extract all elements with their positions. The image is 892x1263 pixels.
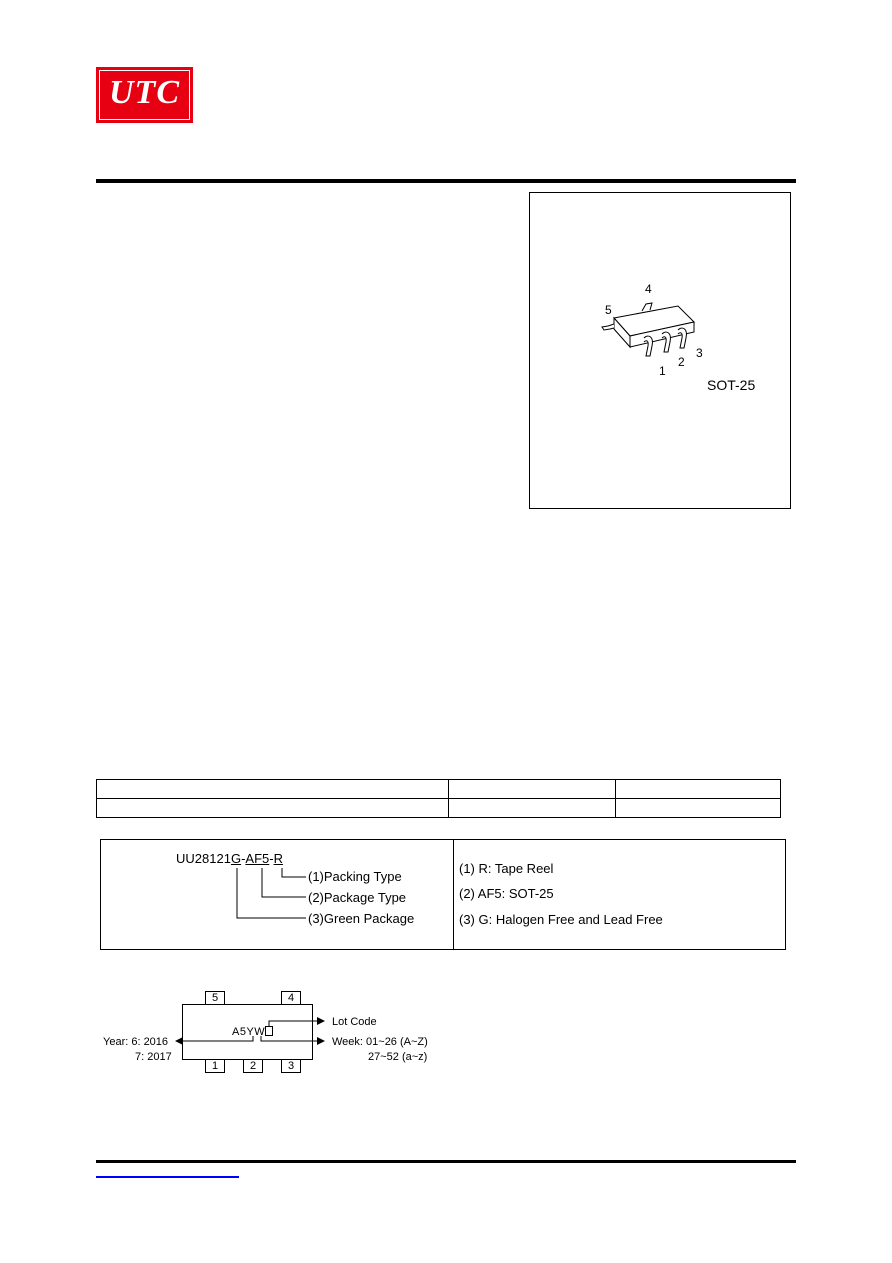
year-label-line1: Year: 6: 2016	[103, 1036, 169, 1048]
pin-label-3: 3	[696, 346, 703, 360]
table-row	[97, 780, 781, 799]
part-number-separator: -	[269, 851, 274, 866]
lot-code-label: Lot Code	[332, 1016, 377, 1028]
callout-packing-type: (1)Packing Type	[308, 869, 402, 884]
table-cell	[616, 780, 781, 799]
week-label-line2: 27~52 (a~z)	[368, 1051, 428, 1063]
legend-package: (2) AF5: SOT-25	[459, 886, 554, 901]
callout-green-package: (3)Green Package	[308, 911, 415, 926]
callout-package-type: (2)Package Type	[308, 890, 407, 905]
marking-pin-4: 4	[281, 991, 301, 1005]
footer-website-link[interactable]	[96, 1176, 239, 1178]
header-rule	[96, 179, 796, 183]
part-number-packing-code: R	[273, 851, 283, 866]
legend-green: (3) G: Halogen Free and Lead Free	[459, 912, 663, 927]
part-number-package-code: AF5	[245, 851, 270, 866]
table-cell	[616, 799, 781, 818]
week-label-line1: Week: 01~26 (A~Z)	[332, 1036, 428, 1048]
sot25-package-drawing	[598, 280, 718, 380]
year-label-line2: 7: 2017	[135, 1051, 172, 1063]
marking-pin-2: 2	[243, 1059, 263, 1073]
table-row	[97, 799, 781, 818]
utc-logo	[96, 67, 193, 123]
marking-code: A5YW	[232, 1026, 266, 1038]
part-number-prefix: UU28121	[176, 851, 231, 866]
legend-packing: (1) R: Tape Reel	[459, 861, 554, 876]
table-cell	[97, 780, 449, 799]
package-name: SOT-25	[707, 377, 756, 393]
footer-rule	[96, 1160, 796, 1163]
part-number-separator: -	[241, 851, 246, 866]
marking-arrows	[175, 1014, 335, 1050]
table-cell	[97, 799, 449, 818]
ordering-info-table	[96, 779, 781, 818]
part-number	[176, 851, 283, 866]
pin-label-1: 1	[659, 364, 666, 378]
marking-pin-5: 5	[205, 991, 225, 1005]
pin-label-4: 4	[645, 282, 652, 296]
marking-pin-3: 3	[281, 1059, 301, 1073]
logo-text: UTC	[109, 74, 180, 111]
pin-label-5: 5	[605, 303, 612, 317]
table-cell	[449, 780, 616, 799]
part-number-callout-lines	[230, 866, 310, 926]
part-number-green-code: G	[230, 851, 242, 866]
decoder-divider	[453, 839, 454, 950]
table-cell	[449, 799, 616, 818]
pin-label-2: 2	[678, 355, 685, 369]
marking-pin-1: 1	[205, 1059, 225, 1073]
